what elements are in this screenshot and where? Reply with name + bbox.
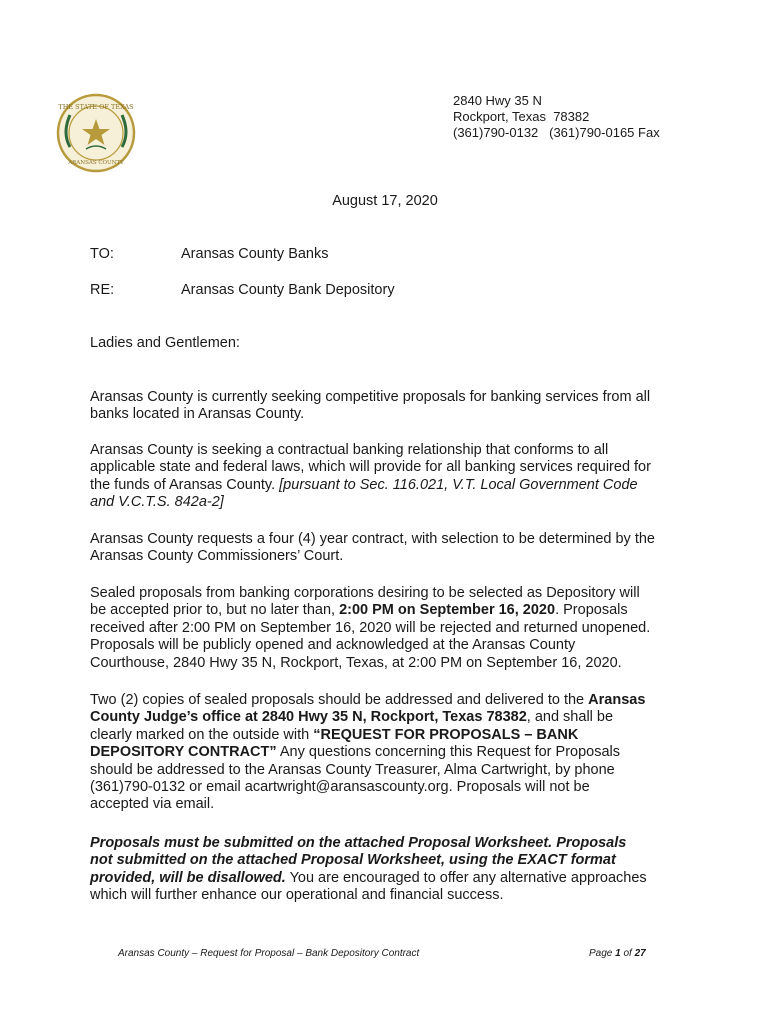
address-street: 2840 Hwy 35 N [453,93,542,108]
text-line: received after 2:00 PM on September 16, 2020 will be rejected and returned unopened. [90,619,651,636]
text-line: not submitted on the attached Proposal Worksheet, using the EXACT format [90,852,616,869]
text-line: Aransas County is seeking a contractual banking relationship that conforms to all [90,442,609,458]
text-segment: You are encouraged to offer any alternative approaches [285,869,647,886]
address-phone: (361)790-0132 (361)790-0165 Fax [453,125,660,140]
text-line: Courthouse, 2840 Hwy 35 N, Rockport, Texas, at 2:00 PM on September 16, 2020. [90,654,622,671]
text-segment: . Proposals [555,602,628,619]
legal-citation: and V.C.T.S. 842a-2] [90,494,224,511]
text-line: Sealed proposals from banking corporations desiring to be selected as Depository will [90,585,640,601]
legal-citation: [pursuant to Sec. 116.021, V.T. Local Government Code [279,476,638,493]
paragraph-submission [90,692,690,814]
text-line: Proposals will be publicly opened and acknowledged at the Aransas County [90,637,576,654]
text-segment: be accepted prior to, but no later than, [90,602,340,619]
paragraph-relationship [90,442,690,512]
page-prefix: Page [589,948,616,959]
re-value: Aransas County Bank Depository [181,282,395,298]
text-line: should be addressed to the Aransas County Treasurer, Alma Cartwright, by phone [90,761,615,778]
marking-emphasis: “REQUEST FOR PROPOSALS – BANK [313,726,579,743]
address-emphasis: County Judge’s office at 2840 Hwy 35 N, Rockport, Texas 78382 [90,709,527,726]
deadline-emphasis: 2:00 PM on September 16, 2020 [339,602,556,619]
paragraph-intro [90,389,690,424]
county-seal-logo [56,93,136,173]
footer-title: Aransas County – Request for Proposal – Bank Depository Contract [118,948,420,959]
letter-date: August 17, 2020 [332,193,438,209]
paragraph-deadline [90,585,690,672]
address-city: Rockport, Texas 78382 [453,109,590,124]
text-line [90,602,690,619]
re-label: RE: [90,282,115,298]
marking-emphasis: DEPOSITORY CONTRACT” [90,744,277,761]
text-line: applicable state and federal laws, which will provide for all banking services required for [90,459,651,476]
text-line [90,727,690,744]
to-label: TO: [90,246,114,262]
text-segment: Any questions concerning this Request for Proposals [276,744,621,761]
text-segment: Two (2) copies of sealed proposals should be addressed and delivered to the [90,692,589,708]
page-of: of [620,948,635,959]
salutation: Ladies and Gentlemen: [90,335,240,351]
text-line [90,709,690,726]
svg-text:ARANSAS COUNTY: ARANSAS COUNTY [68,160,124,166]
address-emphasis: Aransas [588,692,646,708]
paragraph-contract-term [90,531,690,566]
text-segment: , and shall be [526,709,614,726]
text-line [90,477,690,494]
to-value: Aransas County Banks [181,246,329,262]
text-line: Aransas County is currently seeking competitive proposals for banking services from all [90,389,651,405]
text-line: accepted via email. [90,796,215,813]
page-number [589,948,646,959]
paragraph-worksheet-notice [90,835,690,905]
text-line: which will further enhance our operational and financial success. [90,887,504,904]
text-line: Proposals must be submitted on the attached Proposal Worksheet. Proposals [90,835,627,851]
text-line [90,692,690,709]
text-segment: the funds of Aransas County. [90,476,280,493]
letterhead-address [453,93,660,141]
text-line [90,744,690,761]
text-segment: clearly marked on the outside with [90,726,314,743]
text-segment: provided, will be disallowed. [90,869,286,886]
text-line: banks located in Aransas County. [90,406,305,423]
page-total: 27 [634,948,646,959]
text-line: Aransas County Commissioners’ Court. [90,548,344,565]
page-current: 1 [615,948,621,959]
text-line [90,870,690,887]
text-line: Aransas County requests a four (4) year contract, with selection to be determined by the [90,531,655,547]
svg-text:THE STATE OF TEXAS: THE STATE OF TEXAS [58,103,134,111]
text-line: (361)790-0132 or email acartwright@aransascounty.org. Proposals will not be [90,779,590,796]
